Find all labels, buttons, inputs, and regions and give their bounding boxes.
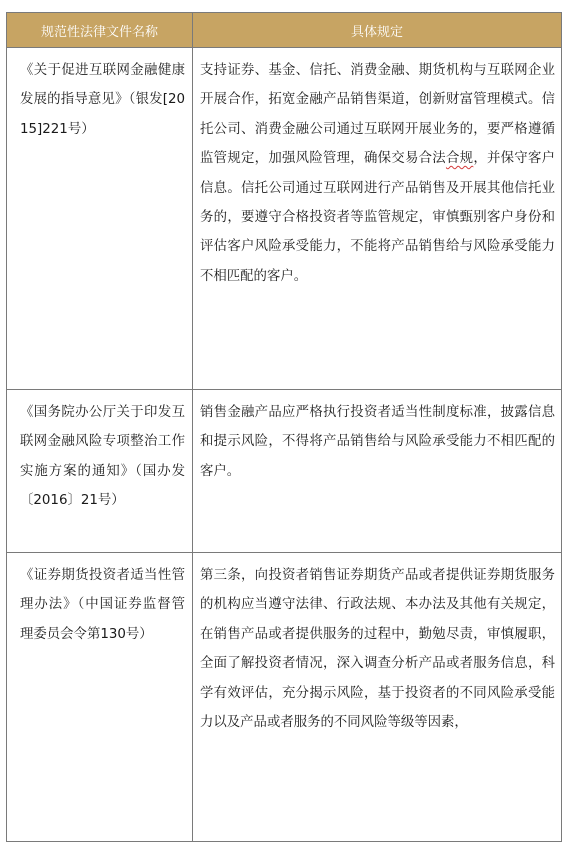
header-provision: 具体规定 bbox=[193, 13, 562, 48]
header-row bbox=[7, 13, 562, 48]
regulations-table bbox=[6, 12, 562, 842]
table-row bbox=[7, 390, 562, 553]
provision-text: ，并保守客户信息。信托公司通过互联网进行产品销售及开展其他信托业务的，要遵守合格投资者等监管规定，审慎甄别客户身份和评估客户风险承受能力，不能将产品销售给与风险承受能力不相匹配的客户。 bbox=[200, 151, 556, 284]
table-header bbox=[7, 13, 562, 48]
document-name-cell: 《关于促进互联网金融健康发展的指导意见》（银发[2015]221号） bbox=[7, 48, 193, 390]
table-row bbox=[7, 553, 562, 842]
provision-cell bbox=[193, 48, 562, 390]
spellcheck-flagged-word: 合规 bbox=[445, 151, 474, 167]
document-name-cell: 《国务院办公厅关于印发互联网金融风险专项整治工作实施方案的通知》（国办发〔2016〕21号） bbox=[7, 390, 193, 553]
document-name-cell: 《证券期货投资者适当性管理办法》（中国证券监督管理委员会令第130号） bbox=[7, 553, 193, 842]
table-row bbox=[7, 48, 562, 390]
table-body bbox=[7, 48, 562, 842]
header-document-name: 规范性法律文件名称 bbox=[7, 13, 193, 48]
provision-cell: 第三条，向投资者销售证券期货产品或者提供证券期货服务的机构应当遵守法律、行政法规、本办法及其他有关规定，在销售产品或者提供服务的过程中，勤勉尽责，审慎履职，全面了解投资者情况，深入调查分析产品或者服务信息，科学有效评估，充分揭示风险，基于投资者的不同风险承受能力以及产品或者服务的不同风险等级等因素， bbox=[193, 553, 562, 842]
provision-text: 支持证券、基金、信托、消费金融、期货机构与互联网企业开展合作，拓宽金融产品销售渠道，创新财富管理模式。信托公司、消费金融公司通过互联网开展业务的，要严格遵循监管规定，加强风险管理，确保交易合法 bbox=[200, 63, 555, 167]
provision-cell: 销售金融产品应严格执行投资者适当性制度标准，披露信息和提示风险，不得将产品销售给与风险承受能力不相匹配的客户。 bbox=[193, 390, 562, 553]
